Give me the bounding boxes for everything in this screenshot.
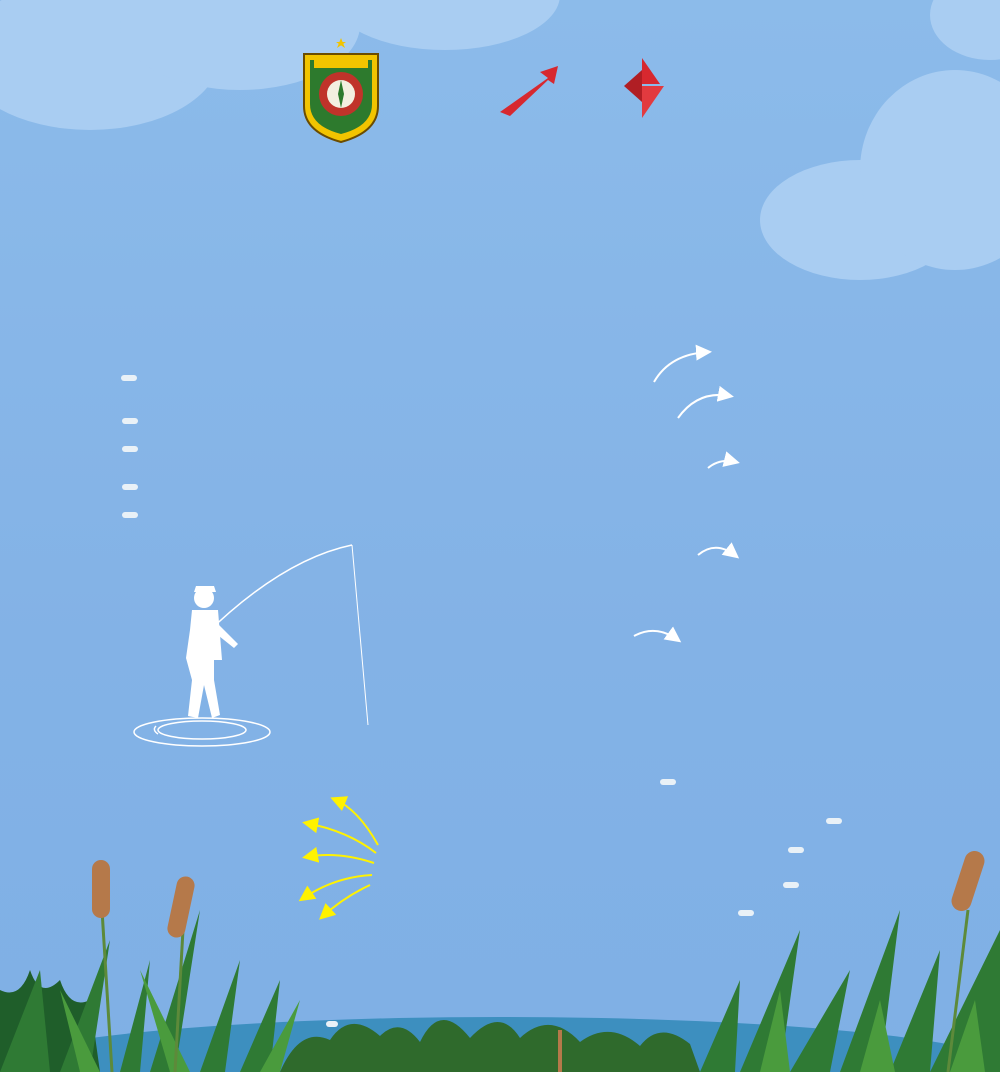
payau-label-arrows: [620, 340, 740, 660]
payau-nilai-label: [122, 484, 138, 490]
satu-data-indonesia-logo: [620, 56, 750, 126]
payau-heading: [121, 375, 137, 381]
source-note: [326, 1021, 338, 1027]
payau-nilai-value: [122, 512, 138, 518]
kendal-emblem-logo: [296, 36, 386, 146]
fisherman-illustration: [130, 540, 380, 760]
payau-produksi-label: [122, 418, 138, 424]
payau-produksi-value: [122, 446, 138, 452]
cloud-decoration: [930, 0, 1000, 60]
tawar-produksi-label: [826, 818, 842, 824]
pond-landscape-illustration: [0, 850, 1000, 1072]
tawar-heading: [660, 779, 676, 785]
